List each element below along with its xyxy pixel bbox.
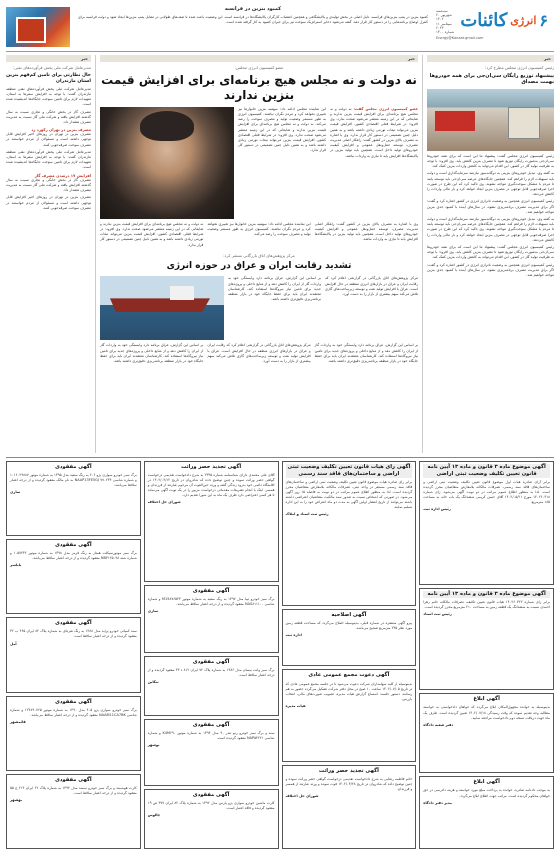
ad-title: آگهی مفقودی <box>192 721 230 728</box>
ad-signature: بابلسر <box>10 563 22 568</box>
second-headline[interactable]: تشدید رقابت ایران و عراق در حوزه انرژی <box>166 261 352 272</box>
ad-signature: بهشهر <box>10 797 22 802</box>
date-line: ۲۰ شهریور ۱۴۰۲ <box>436 13 452 22</box>
ad-box <box>144 719 279 787</box>
cng-station-photo <box>427 89 554 151</box>
main-column <box>100 55 418 453</box>
ad-text: بدینوسیله از کلیه سهامداران شرکت دعوت می‌شود تا در جلسه مجمع عمومی عادی که در تاریخ ۱۴۰۲/۰۷/۰۵ ساعت ۱۰ صبح در محل دفتر شرکت تشکیل می‌گردد حضور به هم رسانند. دستور جلسه: استماع گزارش هیات مدیره، تصویب صورت‌های مالی، انتخاب بازرس. <box>285 681 413 701</box>
second-kicker: مرکز پژوهش‌های اتاق بازرگانی منتشر کرد: <box>223 252 295 258</box>
logo-main: کائنات <box>460 9 508 31</box>
second-article <box>100 276 418 340</box>
news-brief <box>70 4 436 24</box>
article-body: مدیرعامل شرکت ملی پخش فرآورده‌های نفتی منطقه مازندران گفت: با توجه به افزایش سفرها به استان، تمهیدات لازم برای تامین سوخت جایگاه‌ها اندیشیده شده است. <box>6 86 91 107</box>
classified-ads <box>6 457 554 849</box>
ad-title: آگهی تجدید حصر وراثت <box>318 768 379 775</box>
tag-label: خبر <box>543 56 551 61</box>
ad-title: آگهی مفقودی <box>192 658 230 665</box>
ad-box <box>419 588 554 690</box>
ad-signature: اداره ثبت <box>285 632 302 637</box>
ad-box <box>419 776 554 849</box>
date-line: ۱۱ سپتامبر ۲۰۲۳ <box>436 21 452 30</box>
ad-signature: ساری <box>147 609 158 614</box>
news-link[interactable]: مصرف بنزین در تهران رکورد زد <box>31 127 91 133</box>
ad-signature: رئیس اداره ثبت <box>423 507 451 512</box>
ad-text: پیرو آگهی منتشره در شماره قبلی، بدینوسیله اصلاح می‌گردد که مساحت قطعه زمین مورد نظر ۲۴۵ مترمربع صحیح می‌باشد. <box>285 620 413 630</box>
ad-title: آگهی مفقودی <box>55 464 92 470</box>
issue-date <box>436 9 457 34</box>
ad-signature: چالوس <box>147 813 161 818</box>
section-tag <box>6 55 91 62</box>
tag-label: خبر <box>80 56 88 61</box>
article-body: مرکز پژوهش‌های اتاق بازرگانی در گزارشی اعلام کرد که رقابت ایران و عراق در بازارهای انرژی منطقه در حال افزایش است. عراق با افزایش تولید نفت و توسعه زیرساخت‌های گازی تلاش می‌کند سهم بیشتری از بازار را به دست آورد. <box>325 276 418 296</box>
left-column <box>6 55 96 453</box>
ad-column <box>419 461 554 849</box>
brief-photo <box>6 7 70 47</box>
ad-signature: قائمشهر <box>10 719 26 724</box>
ad-text: برابر رای شماره ۱۴۰۲۶۰۳۲۲ هیات قانون تعیین تکلیف، تصرفات مالکانه خانم زهرا احمدی نسبت به ششدانگ یک قطعه زمین به مساحت ۲۱۰ مترمربع محرز گردیده است. <box>423 600 550 610</box>
article-body: مصرف بنزین در تهران در روزهای اخیر افزایش قابل توجهی داشته است و مسئولان از مردم خواستند در مصرف سوخت صرفه‌جویی کنند. <box>6 132 91 147</box>
ad-text: سند و برگ سبز خودرو رنو تندر ۹۰ مدل ۱۳۹۴ به شماره موتور K4M۶۹۰ و شماره شاسی NAP۵۴۲۲۱ مفقود گردیده است. <box>147 730 275 740</box>
ad-signature: دفتر شعبه دادگاه <box>423 722 454 727</box>
main-kicker: عضو کمیسیون انرژی مجلس: <box>234 65 284 71</box>
main-headline[interactable]: نه دولت و نه مجلس هیچ برنامه‌ای برای افزایش قیمت بنزین ندارند <box>101 72 417 102</box>
ad-text: به موجب دادنامه صادره، خوانده به پرداخت مبلغ مورد خواسته و هزینه دادرسی در حق خواهان محکوم گردیده است. مراتب جهت اطلاع ابلاغ می‌گردد. <box>423 788 550 798</box>
ad-box <box>419 693 554 773</box>
ad-title: آگهی ابلاغ <box>473 696 500 703</box>
article-body: مرکز پژوهش‌های اتاق بازرگانی در گزارشی اعلام کرد که رقابت ایران و عراق در بازارهای انرژی منطقه در حال افزایش است. عراق با افزایش تولید نفت و توسعه زیرساخت‌های گازی تلاش می‌کند سهم بیشتری از بازار را به دست آورد. <box>207 343 311 363</box>
ad-title: آگهی مفقودی <box>55 620 92 627</box>
tag-label: خبر <box>407 56 415 61</box>
ad-text: برگ سبز موتورسیکلت همتاز به رنگ قرمز مدل ۱۳۹۸ به شماره موتور ۱۰۵۷۴۳۲ و شماره شنه NB۳۱۲۵۰۹۸ مفقود گردیده و از درجه اعتبار ساقط می‌باشد. <box>10 551 137 561</box>
ad-text: برگ سبز خودرو سواری پژو ۲۰۶ به رنگ سفید مدل ۱۳۹۵ به شماره موتور ۱۰۱۶۰۲۹۸۸۷ و شماره شاسی NAAP13FE5GJ ۷۷۰۲۳۴ به نام مالک مفقود گردیده و از درجه اعتبار ساقط می‌باشد. <box>10 473 137 488</box>
ad-title: آگهی ابلاغ <box>473 779 500 786</box>
portrait-photo <box>100 107 234 219</box>
article-body: بر اساس این گزارش، عراق برنامه دارد وابستگی خود به واردات گاز از ایران را کاهش دهد و از منابع داخلی و پروژه‌های جدید برای تامین نیاز نیروگاه‌ها استفاده کند. کارشناسان معتقدند ایران باید برای حفظ جایگاه خود در بازار منطقه برنامه‌ریزی دقیق‌تری داشته باشد. <box>228 276 321 302</box>
ad-column <box>282 461 417 849</box>
ad-signature: آمل <box>10 641 17 646</box>
brand <box>436 8 554 34</box>
logo-sub: انرژی <box>510 13 537 27</box>
ad-signature: رئیس ثبت اسناد و املاک <box>285 512 329 517</box>
ad-signature: رئیس ثبت اسناد <box>423 612 452 617</box>
ad-text: خانم فاطمه رضایی به شرح دادخواست تقدیمی درخواست گواهی حصر وراثت نموده و چنین توضیح داده که شادروان در تاریخ ۱۴۰۲/۰۳/۲۸ فوت نموده و ورثه عبارتند از همسر و فرزندان. <box>285 777 413 792</box>
ad-text: برگ سبز وانت نیسان مدل ۱۳۸۶ به شماره پلاک ۷۲ ایران ۸۱۲ د ۴۳ مفقود گردیده و از درجه اعتبار ساقط است. <box>147 667 275 677</box>
ad-box <box>6 617 141 692</box>
ad-title: آگهی اصلاحیه <box>331 611 367 618</box>
ad-text: برابر رای صادره هیات موضوع قانون تعیین تکلیف وضعیت ثبتی اراضی و ساختمان‌های فاقد سند رسمی مستقر در واحد ثبتی، تصرفات مالکانه بلامعارض متقاضیان محرز گردیده است. لذا به منظور اطلاع عموم مراتب در دو نوبت به فاصله ۱۵ روز آگهی می‌شود. در صورتی که اشخاص نسبت به صدور سند مالکیت متقاضیان اعتراضی داشته باشند می‌توانند از تاریخ انتشار اولین آگهی به مدت دو ماه اعتراض خود را به این اداره تسلیم نمایند. <box>285 480 413 510</box>
ad-signature: مدیر دفتر دادگاه <box>423 800 453 805</box>
ad-title: آگهی تجدید حصر وراثت <box>181 464 242 470</box>
left-kicker: مدیرعامل شرکت ملی پخش فرآورده‌های نفتی: <box>12 65 91 71</box>
ad-column <box>144 461 279 849</box>
article-body-text: وی با اشاره به مصرف بالای بنزین در کشور گفت: راهکار اصلی مدیریت مصرف، توسعه حمل‌ونقل عمومی و افزایش کیفیت خودروهای تولید داخل است. همچنین باید تولید بنزین در پالایشگاه‌ها افزایش یابد تا نیازی به واردات نباشد. <box>330 132 418 158</box>
ad-title: آگهی مفقودی <box>55 542 92 549</box>
ad-box <box>144 656 279 716</box>
lead-label: عضو کمیسیون انرژی مجلس گفت: <box>353 106 418 111</box>
section-tag <box>427 55 554 62</box>
ad-text: کارت ماشین خودرو سواری پژو پارس مدل ۱۳۹۶ به شماره پلاک ۸۲ ایران ۳۷۷ ص ۱۹ مفقود گردیده و فاقد اعتبار است. <box>147 801 275 811</box>
article-body-text: نه دولت و نه مجلس هیچ برنامه‌ای برای افزایش قیمت بنزین ندارند و شایعاتی که در این زمینه منتشر می‌شود صحت ندارد. وی افزود: در شرایط فعلی اقتصادی کشور، افزایش قیمت بنزین می‌تواند تبعات تورمی زیادی داشته باشد و به همین دلیل چنین تصمیمی در دستور کار قرار ندارد. <box>238 122 326 153</box>
masthead <box>6 4 554 52</box>
ad-box <box>144 461 279 582</box>
date-line: سه‌شنبه <box>436 9 448 13</box>
ad-title: آگهی دعوت مجمع عمومی عادی <box>308 672 390 679</box>
article-body <box>238 107 326 219</box>
article-body: رئیس کمیسیون انرژی همچنین به وضعیت ناترازی انرژی در کشور اشاره کرد و گفت: اگر برای مدیریت مصرف برنامه‌ریزی نشود، در سال‌های آینده با کمبود جدی بنزین مواجه خواهیم شد. <box>427 199 554 214</box>
ad-title: آگهی موضوع ماده ۳ قانون و ماده ۱۳ آیین نامه <box>423 591 550 598</box>
ad-text: برگ سبز خودرو سواری پژو ۴۰۵ مدل ۱۳۹۰ به شماره موتور ۱۲۴۸۹۰۷۶۵ و شماره شاسی NAAM11CA7BK مفقود گردیده و از درجه اعتبار ساقط می‌باشد. <box>10 707 137 717</box>
date-line: شماره ۱۳۰۰ <box>436 29 455 34</box>
ad-text: برابر آرای صادره هیات اول موضوع قانون تعیین تکلیف وضعیت ثبتی اراضی و ساختمان‌های فاقد سند رسمی، تصرفات مالکانه بلامعارض متقاضیان محرز گردیده است. لذا به منظور اطلاع عموم مراتب در دو نوبت آگهی می‌شود. رای شماره ۱۴۰۲۶۰۳۱۸ مورخ ۱۴۰۲/۰۵/۲۱ آقای حسن کریمی ششدانگ یک باب خانه به مساحت ۱۸۵ مترمربع. <box>423 480 551 505</box>
ad-title: آگهی موضوع ماده ۳ قانون و ماده ۱۳ آیین نامه قانون تعیین تکلیف وضعیت ثبتی اراضی <box>423 464 550 478</box>
ad-text: بدینوسیله به خوانده مجهول‌المکان ابلاغ می‌گردد که خواهان دادخواستی به خواسته مطالبه وجه تقدیم نموده که وقت رسیدگی ۱۴۰۲/۰۷/۱۸ تعیین گردیده است. ظرف یک ماه جهت دریافت نسخه دوم دادخواست مراجعه نمایید. <box>423 705 550 720</box>
ad-box <box>282 609 417 667</box>
right-column <box>422 55 554 453</box>
ad-signature: نوشهر <box>147 742 160 747</box>
main-continuation <box>100 222 418 248</box>
ad-text: آقای علی محمدی دارای شناسنامه شماره ۲۳۴۵ به شرح دادخواست تقدیمی درخواست گواهی حصر وراثت نموده و چنین توضیح داده که شادروان در تاریخ ۱۴۰۲/۰۴/۱۲ در اقامتگاه دائمی خود بدرود زندگی گفته و ورثه حین‌الفوت آن مرحوم عبارتند از فرزندان و همسر. اینک با انجام تشریفات مقدماتی درخواست مزبور را در یک نوبت آگهی می‌نماید تا هر کسی اعتراضی دارد ظرف یک ماه به این شورا تقدیم دارد. <box>147 473 275 498</box>
main-text-columns <box>238 107 418 219</box>
article-body: بر اساس این گزارش، عراق برنامه دارد وابستگی خود به واردات گاز از ایران را کاهش دهد و از منابع داخلی و پروژه‌های جدید برای تامین نیاز نیروگاه‌ها استفاده کند. کارشناسان معتقدند ایران باید برای حفظ جایگاه خود در بازار منطقه برنامه‌ریزی دقیق‌تری داشته باشد. <box>314 343 418 363</box>
ad-text: سند کمپانی خودرو پراید مدل ۱۳۸۸ به رنگ نقره‌ای به شماره پلاک ۸۲ ایران ۴۶۵ ب ۳۲ مفقود گردیده و از درجه اعتبار ساقط است. <box>10 629 137 639</box>
article-body: مصرف گاز در بخش خانگی و تجاری نسبت به سال گذشته افزایش یافته و شرکت ملی گاز نسبت به مدیریت مصرف هشدار داد. <box>6 177 91 193</box>
ad-column <box>6 461 141 849</box>
article-body-text: نه دولت و نه مجلس هیچ برنامه‌ای برای افزایش قیمت بنزین ندارند و شایعاتی که در این زمینه منتشر می‌شود صحت ندارد. وی افزود: در شرایط فعلی اقتصادی کشور، افزایش قیمت بنزین می‌تواند تبعات تورمی زیادی داشته باشد و به همین دلیل چنین تصمیمی در دستور کار قرار ندارد. <box>330 106 418 137</box>
ad-box <box>282 669 417 762</box>
article-body: مصرف بنزین در تهران در روزهای اخیر افزایش قابل توجهی داشته است و مسئولان از مردم خواستند در مصرف سوخت صرفه‌جویی کنند. <box>6 195 91 210</box>
article-body: این نماینده مجلس ادامه داد: سهمیه بنزین خانوارها نیز تغییری نخواهد کرد و مردم نگران نباشند. کمیسیون انرژی به طور مستمر وضعیت تولید و مصرف سوخت را رصد می‌کند. <box>207 221 311 237</box>
contact-email[interactable]: Energy@Kanaat.gmail.com <box>436 36 484 41</box>
ad-box <box>282 461 417 606</box>
article-body: مصرف گاز در بخش خانگی و تجاری نسبت به سال گذشته افزایش یافته و شرکت ملی گاز نسبت به مدیریت مصرف هشدار داد. <box>6 109 91 124</box>
ad-title: آگهی رای هیات قانون تعیین تکلیف وضعیت ثبتی اراضی و ساختمان‌های فاقد سند رسمی <box>287 464 411 478</box>
main-lead-row <box>100 107 418 219</box>
second-continuation <box>100 343 418 364</box>
article-body: به گفته وی، تبدیل خودروهای بنزینی به دوگانه‌سوز نیازمند سرمایه‌گذاری است و دولت باید تسهیلات لازم را فراهم کند. همچنین جایگاه‌های عرضه سی‌ان‌جی باید توسعه یابند تا مردم با مشکل سوخت‌گیری مواجه نشوند. وی تاکید کرد که این طرح در صورت اجرا صرفه‌جویی قابل توجهی در مصرف بنزین ایجاد خواهد کرد و بار مالی واردات را کاهش می‌دهد. <box>427 171 554 197</box>
section-tag <box>100 55 418 62</box>
news-link[interactable]: افزایش ۱۷ درصدی مصرف گاز <box>34 172 91 178</box>
article-body: رئیس کمیسیون انرژی همچنین به وضعیت ناترازی انرژی در کشور اشاره کرد و گفت: اگر برای مدیریت مصرف برنامه‌ریزی نشود، در سال‌های آینده با کمبود جدی بنزین مواجه خواهیم شد. <box>427 262 554 278</box>
ad-signature: ساری <box>10 490 21 495</box>
ad-box <box>6 461 141 536</box>
article-body: مدیرعامل شرکت ملی پخش فرآورده‌های نفتی منطقه مازندران گفت: با توجه به افزایش سفرها به استان، تمهیدات لازم برای تامین سوخت جایگاه‌ها اندیشیده شده است. <box>6 149 91 170</box>
article-kicker: رئیس کمیسیون انرژی مجلس مطرح کرد: <box>484 65 554 71</box>
ad-title: آگهی مفقودی <box>192 588 230 595</box>
tanker-ship-photo <box>100 276 224 340</box>
ad-signature: شورای حل اختلاف <box>147 500 181 505</box>
ad-signature: هیات مدیره <box>285 703 306 708</box>
article-headline[interactable]: پیشنهاد توزیع رایگان سی‌ان‌جی برای همه خودروها بهمت مصداق <box>429 72 554 86</box>
ad-title: آگهی مفقودی <box>55 776 92 783</box>
ad-box <box>6 774 141 849</box>
brief-text: کمبود بنزین در پمپ بنزین‌های فرانسه، دلیل اصلی در بخش تولیدی و پالایشگاهی و همچنین اعتصاب کارگران پالایشگاه‌ها در فرانسه است. این وضعیت باعث شده تا صف‌های طولانی در مقابل پمپ بنزین‌ها ایجاد شود و دولت فرانسه برای کنترل اوضاع برنامه‌هایی را در دستور کار قرار دهد. گفته می‌شود ذخایر استراتژیک سوخت نیز برای جبران کمبود به کار گرفته شده است. <box>78 14 428 24</box>
ad-box <box>144 585 279 653</box>
article-body <box>330 107 418 219</box>
ad-box <box>6 539 141 614</box>
ad-text: برگ سبز خودرو تیبا مدل ۱۳۹۷ به رنگ سفید به شماره موتور M15۸۷۶۵۴۳ و شماره شاسی NAS۸۱۱۱۰۰ مفقود گردیده و از درجه اعتبار ساقط می‌باشد. <box>147 597 275 607</box>
article-body-text: این نماینده مجلس ادامه داد: سهمیه بنزین خانوارها نیز تغییری نخواهد کرد و مردم نگران نباشند. کمیسیون انرژی به طور مستمر وضعیت تولید و مصرف سوخت را رصد می‌کند. <box>238 106 326 127</box>
article-body: به گفته وی، تبدیل خودروهای بنزینی به دوگانه‌سوز نیازمند سرمایه‌گذاری است و دولت باید تسهیلات لازم را فراهم کند. همچنین جایگاه‌های عرضه سی‌ان‌جی باید توسعه یابند تا مردم با مشکل سوخت‌گیری مواجه نشوند. وی تاکید کرد که این طرح در صورت اجرا صرفه‌جویی قابل توجهی در مصرف بنزین ایجاد خواهد کرد و بار مالی واردات را کاهش می‌دهد. <box>427 217 554 242</box>
top-section <box>6 55 554 453</box>
ad-text: کارت هوشمند و برگ سبز خودرو سمند مدل ۱۳۹۲ به شماره پلاک ۶۲ ایران ۲۱۴ ج ۵۵ مفقود گردیده و از درجه اعتبار ساقط است. <box>10 785 137 795</box>
ad-signature: تنکابن <box>147 679 159 684</box>
masthead-logo-block <box>436 4 554 48</box>
article-body: رئیس کمیسیون انرژی مجلس گفت: پیشنهاد ما این است که برای همه خودروها سی‌ان‌جی به‌صورت رایگان توزیع شود تا مصرف بنزین کاهش یابد. وی افزود: با توجه به ظرفیت تولید گاز در کشور، این اقدام می‌تواند به کاهش واردات بنزین کمک کند. <box>427 245 554 260</box>
ad-box <box>6 696 141 771</box>
left-headline[interactable]: حال نظارتی برای تامین کم‌فهم بنزین استان مازندران <box>6 72 91 84</box>
ad-signature: شورای حل اختلاف <box>285 794 319 799</box>
brief-title: کمبود بنزین در فرانسه <box>224 6 282 12</box>
page-number: ۶ <box>539 11 548 31</box>
ad-box <box>419 461 554 585</box>
ad-box <box>282 765 417 849</box>
article-body: نه دولت و نه مجلس هیچ برنامه‌ای برای افزایش قیمت بنزین ندارند و شایعاتی که در این زمینه منتشر می‌شود صحت ندارد. وی افزود: در شرایط فعلی اقتصادی کشور، افزایش قیمت بنزین می‌تواند تبعات تورمی زیادی داشته باشد و به همین دلیل چنین تصمیمی در دستور کار قرار ندارد. <box>100 221 204 247</box>
ad-title: آگهی مفقودی <box>192 792 230 799</box>
article-body: بر اساس این گزارش، عراق برنامه دارد وابستگی خود به واردات گاز از ایران را کاهش دهد و از منابع داخلی و پروژه‌های جدید برای تامین نیاز نیروگاه‌ها استفاده کند. کارشناسان معتقدند ایران باید برای حفظ جایگاه خود در بازار منطقه برنامه‌ریزی دقیق‌تری داشته باشد. <box>100 343 204 363</box>
article-body: وی با اشاره به مصرف بالای بنزین در کشور گفت: راهکار اصلی مدیریت مصرف، توسعه حمل‌ونقل عمومی و افزایش کیفیت خودروهای تولید داخل است. همچنین باید تولید بنزین در پالایشگاه‌ها افزایش یابد تا نیازی به واردات نباشد. <box>314 221 418 242</box>
ad-title: آگهی مفقودی <box>55 698 92 705</box>
ad-box <box>144 789 279 849</box>
article-body: رئیس کمیسیون انرژی مجلس گفت: پیشنهاد ما این است که برای همه خودروها سی‌ان‌جی به‌صورت رایگان توزیع شود تا مصرف بنزین کاهش یابد. وی افزود: با توجه به ظرفیت تولید گاز در کشور، این اقدام می‌تواند به کاهش واردات بنزین کمک کند. <box>427 153 554 169</box>
